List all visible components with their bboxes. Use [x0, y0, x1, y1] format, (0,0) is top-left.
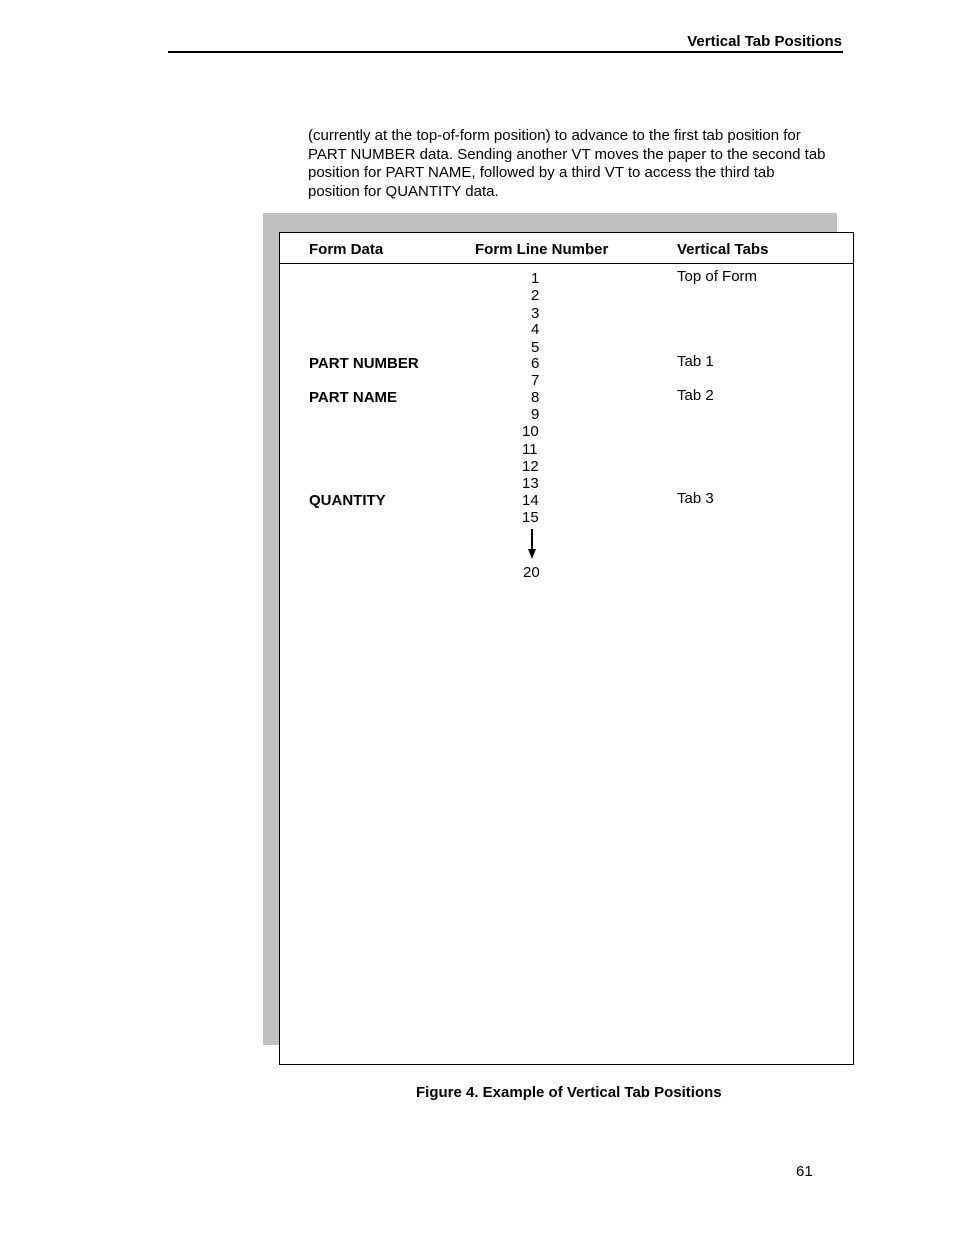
- figure-header-rule: [280, 263, 853, 264]
- column-header-form-line-number: Form Line Number: [475, 241, 609, 258]
- line-number: 5: [531, 339, 540, 356]
- figure-caption: Figure 4. Example of Vertical Tab Positions: [416, 1084, 722, 1101]
- line-number: 13: [522, 475, 539, 492]
- line-number: 3: [531, 305, 540, 322]
- line-number: 11: [522, 441, 538, 458]
- header-rule: [168, 51, 843, 53]
- column-header-vertical-tabs: Vertical Tabs: [677, 241, 769, 258]
- column-header-form-data: Form Data: [309, 241, 384, 258]
- vertical-tab-label: Top of Form: [677, 268, 758, 285]
- line-number: 12: [522, 458, 539, 475]
- form-data-label: PART NAME: [309, 389, 398, 406]
- arrow-down-icon: [528, 549, 536, 559]
- end-line-number: 20: [523, 564, 540, 581]
- line-number: 6: [531, 355, 540, 372]
- line-number: 10: [522, 423, 539, 440]
- figure-box: [279, 232, 854, 1065]
- line-number: 2: [531, 287, 540, 304]
- line-number: 4: [531, 321, 540, 338]
- vertical-tab-label: Tab 2: [677, 387, 714, 404]
- line-number: 15: [522, 509, 539, 526]
- form-data-label: PART NUMBER: [309, 355, 419, 372]
- header-title: Vertical Tab Positions: [687, 33, 842, 50]
- line-number: 7: [531, 372, 540, 389]
- line-number: 8: [531, 389, 540, 406]
- arrow-shaft: [531, 529, 533, 551]
- vertical-tab-label: Tab 1: [677, 353, 714, 370]
- intro-paragraph: (currently at the top-of-form position) to advance to the first tab position for PART NUMBER data. Sending another VT moves the paper to the second tab position for PART NAME, followed by a third VT to access the third tab position for QUANTITY data.: [308, 127, 826, 201]
- vertical-tab-label: Tab 3: [677, 490, 714, 507]
- line-number: 9: [531, 406, 540, 423]
- line-number: 1: [531, 270, 540, 287]
- form-data-label: QUANTITY: [309, 492, 386, 509]
- page-number: 61: [796, 1163, 813, 1180]
- line-number: 14: [522, 492, 539, 509]
